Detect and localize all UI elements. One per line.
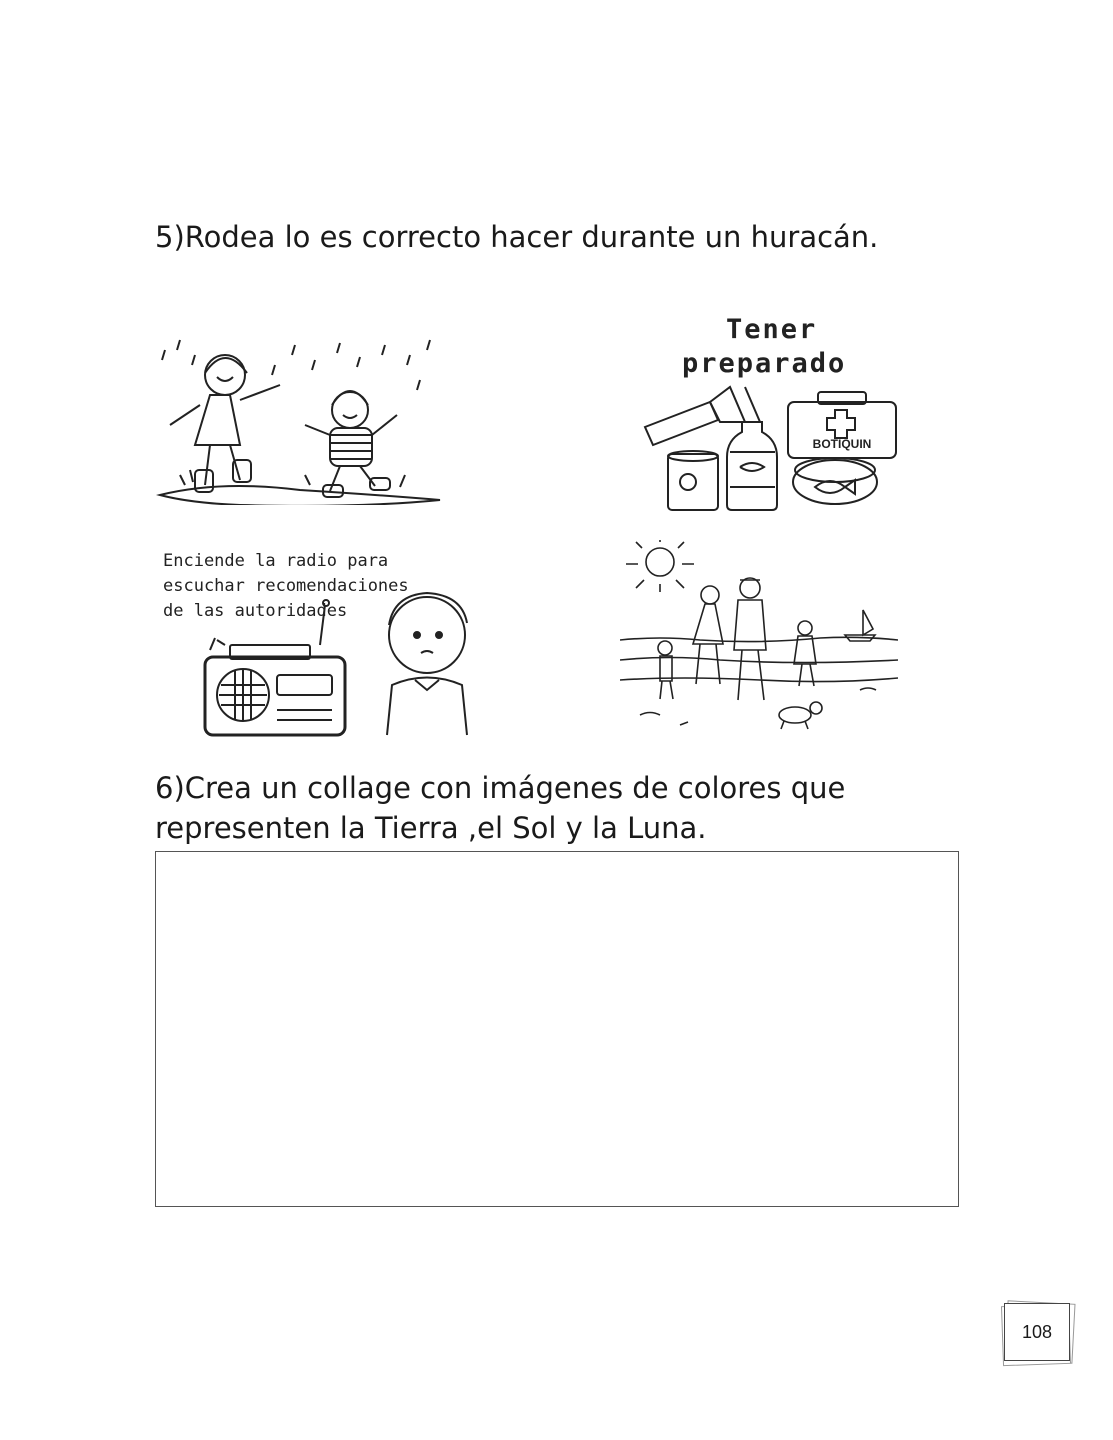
emergency-supplies-image: [630, 312, 900, 512]
radio-text-line1: Enciende la radio para: [163, 551, 389, 571]
water-bottle-icon: [727, 422, 777, 510]
sailboat-icon: [845, 610, 875, 641]
family-at-beach-image: [620, 540, 898, 738]
radio-icon: [205, 600, 345, 735]
supplies-title-line1: Tener: [726, 314, 818, 345]
collage-area[interactable]: [155, 851, 959, 1207]
dog-icon: [779, 702, 822, 729]
first-aid-kit-icon: [788, 392, 896, 458]
radio-text-line2: escuchar recomendaciones: [163, 576, 409, 596]
radio-text-line3: de las autoridades: [163, 601, 348, 621]
page-number-badge: [1000, 1300, 1074, 1364]
sun-icon: [626, 540, 694, 592]
flashlight-icon: [645, 387, 760, 445]
canned-food-icon: [668, 451, 718, 510]
raindrops-icon: [162, 340, 430, 390]
turn-on-radio-image: [155, 545, 485, 740]
question-6-text: 6)Crea un collage con imágenes de colores que representen la Tierra ,el Sol y la Luna.: [155, 771, 846, 845]
question-5-text: 5)Rodea lo es correcto hacer durante un huracán.: [155, 220, 879, 254]
canned-fish-icon: [793, 458, 877, 504]
page-number: 108: [1004, 1303, 1070, 1361]
child-listening-icon: [387, 593, 467, 735]
supplies-title-line2: preparado: [682, 348, 847, 379]
kids-playing-in-rain-image: [155, 335, 445, 505]
first-aid-kit-label: BOTIQUIN: [812, 437, 872, 451]
